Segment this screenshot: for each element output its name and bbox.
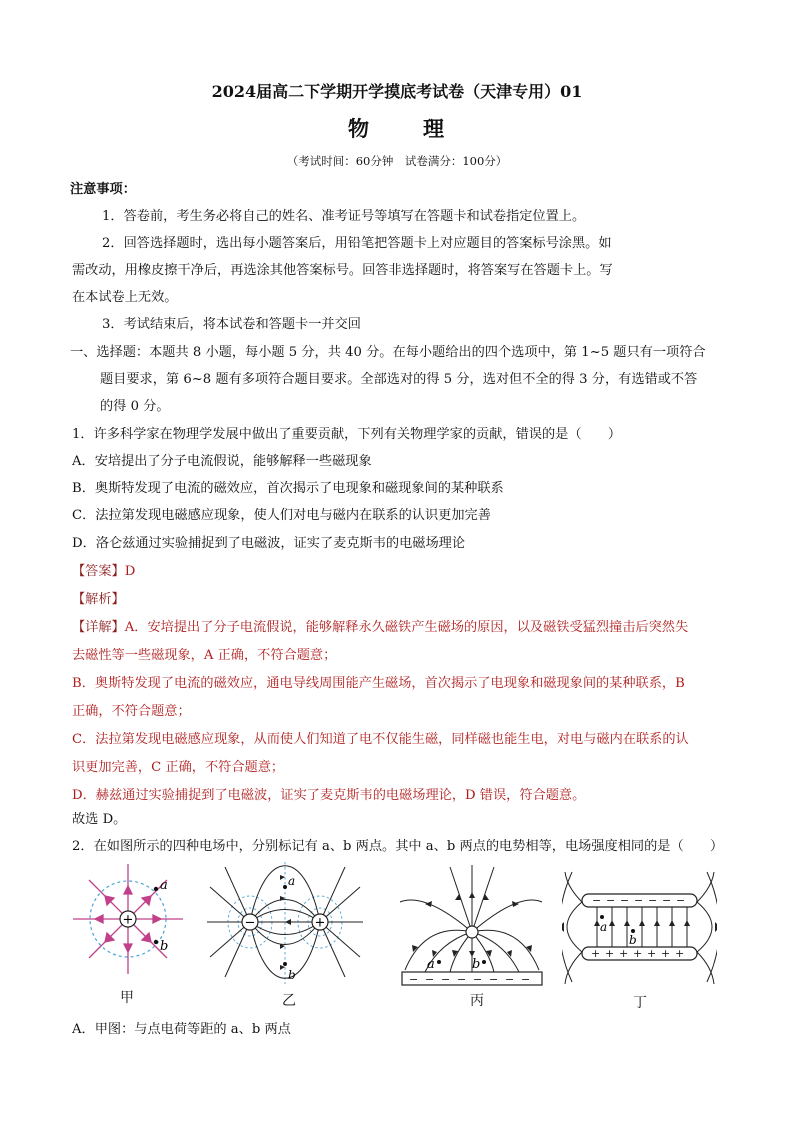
jia-plus: + <box>122 912 134 928</box>
figure-jia-point-charge <box>70 862 190 982</box>
q1-option-a: A．安培提出了分子电流假说，能够解释一些磁现象 <box>72 454 372 469</box>
figure-label-ding: 丁 <box>633 995 647 1011</box>
jia-point-a: a <box>160 878 168 893</box>
subject-heading <box>0 113 794 143</box>
q1-conclusion: 故选 D。 <box>72 812 127 827</box>
bing-minus-7: − <box>505 973 515 986</box>
q1-detail-line-1 <box>72 619 688 637</box>
notice-item-3: 3．考试结束后，将本试卷和答题卡一并交回 <box>102 317 361 332</box>
q1-option-c: C．法拉第发现电磁感应现象，使人们对电与磁内在联系的认识更加完善 <box>72 508 491 523</box>
exam-info: （考试时间：60分钟 试卷满分：100分） <box>286 154 508 168</box>
figure-label-jia: 甲 <box>120 990 134 1006</box>
subject-char-2: 理 <box>423 116 446 141</box>
ding-minus-5: − <box>648 894 658 907</box>
ding-plus-4: + <box>633 947 643 960</box>
ding-point-b: b <box>629 933 637 947</box>
ding-minus-1: − <box>592 894 602 907</box>
ding-minus-2: − <box>606 894 616 907</box>
q2-option-a: A．甲图：与点电荷等距的 a、b 两点 <box>72 1022 291 1037</box>
ding-minus-7: − <box>676 894 686 907</box>
figure-label-bing: 丙 <box>470 993 484 1009</box>
bing-point-a: a <box>427 957 435 972</box>
q2-figures <box>70 862 720 1012</box>
yi-plus: + <box>314 915 326 931</box>
notice-item-2: 2．回答选择题时，选出每小题答案后，用铅笔把答题卡上对应题目的答案标号涂黑。如 <box>102 236 612 251</box>
ding-plus-2: + <box>605 947 615 960</box>
q1-stem: 1．许多科学家在物理学发展中做出了重要贡献，下列有关物理学家的贡献，错误的是（ ） <box>72 427 622 442</box>
q1-detail-line-5: C．法拉第发现电磁感应现象，从而使人们知道了电不仅能生磁，同样磁也能生电，对电与磁内在联系的认 <box>72 732 689 747</box>
exam-title: 2024届高二下学期开学摸底考试卷（天津专用）01 <box>211 82 583 101</box>
detail-label: 【详解】 <box>72 620 125 635</box>
q1-detail-line-4: 正确，不符合题意； <box>72 704 191 719</box>
q1-analysis-label: 【解析】 <box>72 592 125 607</box>
ding-minus-6: − <box>662 894 672 907</box>
notice-heading: 注意事项： <box>70 182 136 197</box>
ding-plus-3: + <box>619 947 629 960</box>
bing-minus-4: − <box>457 973 467 986</box>
yi-point-a: a <box>288 874 296 888</box>
answer-value: D <box>124 564 136 579</box>
jia-point-b: b <box>160 939 169 954</box>
ding-plus-6: + <box>661 947 671 960</box>
answer-label: 【答案】 <box>72 564 125 579</box>
detail-text-1: A．安培提出了分子电流假说，能够解释永久磁铁产生磁场的原因，以及磁铁受猛烈撞击后突然失 <box>124 620 689 635</box>
q1-detail-line-3: B．奥斯特发现了电流的磁效应，通电导线周围能产生磁场，首次揭示了电现象和磁现象间的某种联系，B <box>72 676 685 691</box>
yi-minus: − <box>244 915 256 931</box>
bing-point-b: b <box>472 957 481 972</box>
bing-minus-6: − <box>489 973 499 986</box>
section1-line2: 题目要求，第 6~8 题有多项符合题目要求。全部选对的得 5 分，选对但不全的得 3 分，有选错或不答 <box>100 372 698 387</box>
bing-minus-5: − <box>473 973 483 986</box>
figure-bing-charge-plate <box>395 862 545 992</box>
section1-line3: 的得 0 分。 <box>100 399 170 414</box>
bing-minus-3: − <box>441 973 451 986</box>
notice-item-2-cont: 需改动，用橡皮擦干净后，再选涂其他答案标号。回答非选择题时，将答案写在答题卡上。写 <box>72 263 613 278</box>
ding-plus-7: + <box>675 947 685 960</box>
ding-point-a: a <box>600 920 608 934</box>
q1-option-b: B．奥斯特发现了电流的磁效应，首次揭示了电现象和磁现象间的某种联系 <box>72 481 504 496</box>
notice-item-2-end: 在本试卷上无效。 <box>72 290 178 305</box>
section1-line1: 一、选择题：本题共 8 小题，每小题 5 分，共 40 分。在每小题给出的四个选项中，第 1~5 题只有一项符合 <box>70 345 706 360</box>
ding-minus-3: − <box>620 894 630 907</box>
q1-detail-line-2: 去磁性等一些磁现象，A 正确，不符合题意； <box>72 648 337 663</box>
bing-minus-2: − <box>425 973 435 986</box>
figure-label-yi: 乙 <box>282 993 296 1009</box>
q1-answer <box>72 563 135 581</box>
notice-item-1: 1．答卷前，考生务必将自己的姓名、准考证号等填写在答题卡和试卷指定位置上。 <box>102 209 586 224</box>
q1-option-d: D．洛仑兹通过实验捕捉到了电磁波，证实了麦克斯韦的电磁场理论 <box>72 536 466 551</box>
bing-minus-8: − <box>521 973 531 986</box>
figure-ding-parallel-plates <box>562 862 717 992</box>
ding-plus-5: + <box>647 947 657 960</box>
q1-detail-line-7: D．赫兹通过实验捕捉到了电磁波，证实了麦克斯韦的电磁场理论，D 错误，符合题意。 <box>72 788 586 803</box>
ding-minus-4: − <box>634 894 644 907</box>
figure-yi-dipole <box>205 862 365 987</box>
q2-stem: 2．在如图所示的四种电场中，分别标记有 a、b 两点。其中 a、b 两点的电势相等，电场强度相同的是（ ） <box>72 839 724 854</box>
subject-char-1: 物 <box>348 116 371 141</box>
yi-point-b: b <box>288 968 296 982</box>
q1-detail-line-6: 识更加完善，C 正确，不符合题意； <box>72 760 285 775</box>
ding-plus-1: + <box>591 947 601 960</box>
bing-minus-1: − <box>409 973 419 986</box>
